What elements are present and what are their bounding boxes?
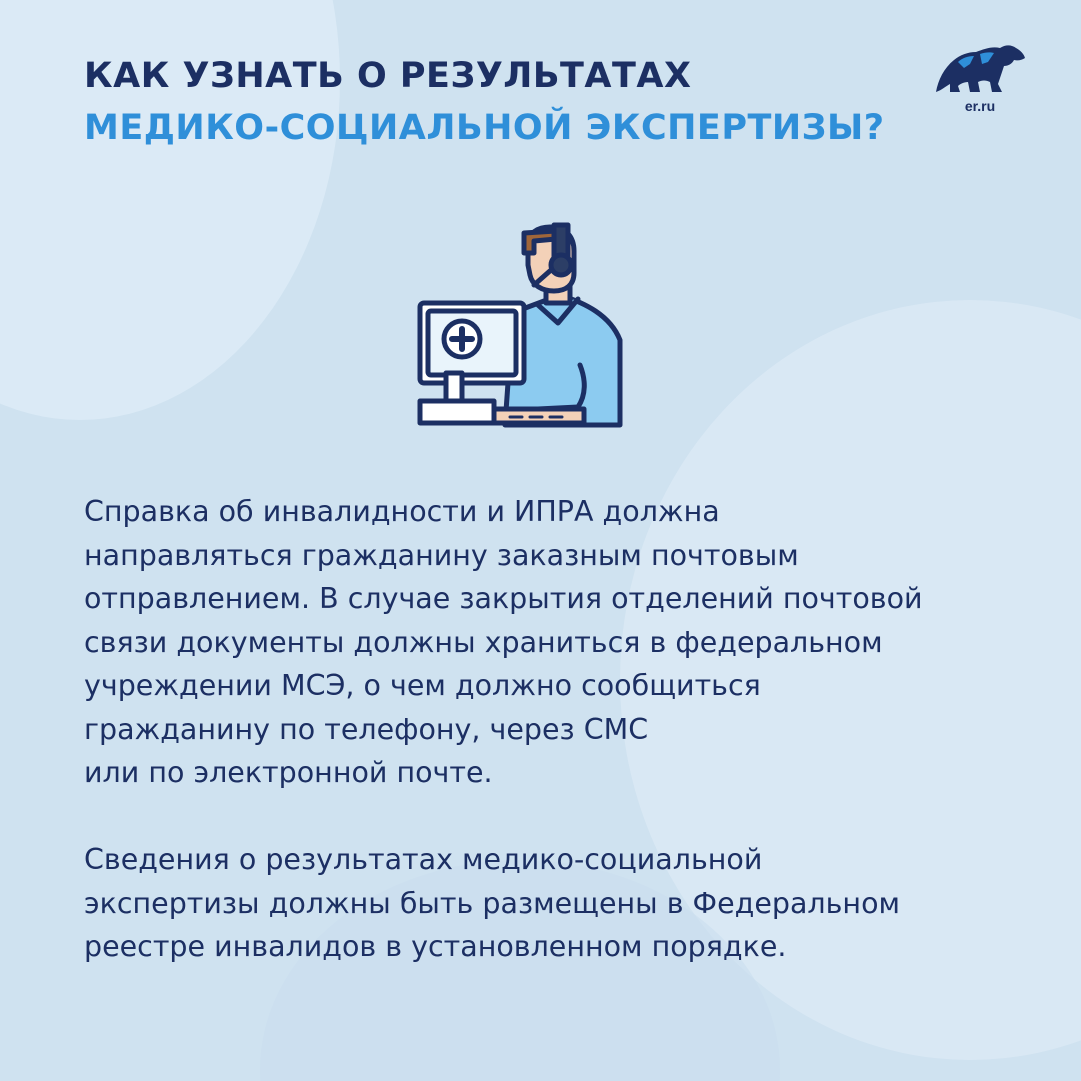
text-line: Сведения о результатах медико-социальной xyxy=(84,843,763,876)
text-line: реестре инвалидов в установленном порядке. xyxy=(84,930,787,963)
title-line-1: КАК УЗНАТЬ О РЕЗУЛЬТАТАХ xyxy=(84,56,692,96)
text-line: связи документы должны храниться в федеральном xyxy=(84,625,883,659)
text-line: гражданину по телефону, через СМС xyxy=(84,712,649,746)
text-line: учреждении МСЭ, о чем должно сообщиться xyxy=(84,669,761,702)
text-line: отправлением. В случае закрытия отделений почтовой xyxy=(84,582,923,615)
page-title xyxy=(84,50,885,154)
illustration xyxy=(410,215,640,435)
title-line-2: МЕДИКО-СОЦИАЛЬНОЙ ЭКСПЕРТИЗЫ? xyxy=(84,108,885,148)
operator-at-computer-icon xyxy=(410,215,640,435)
text-line: экспертизы должны быть размещены в Федеральном xyxy=(84,886,901,920)
bear-icon xyxy=(930,40,1030,100)
text-line: Справка об инвалидности и ИПРА должна xyxy=(84,495,720,528)
text-line: или по электронной почте. xyxy=(84,756,493,789)
text-line: направляться гражданину заказным почтовым xyxy=(84,538,799,572)
paragraph-1 xyxy=(84,490,1024,795)
er-logo xyxy=(930,40,1030,120)
body-text xyxy=(84,490,1024,969)
paragraph-2 xyxy=(84,838,1024,969)
logo-text: er.ru xyxy=(964,98,996,114)
